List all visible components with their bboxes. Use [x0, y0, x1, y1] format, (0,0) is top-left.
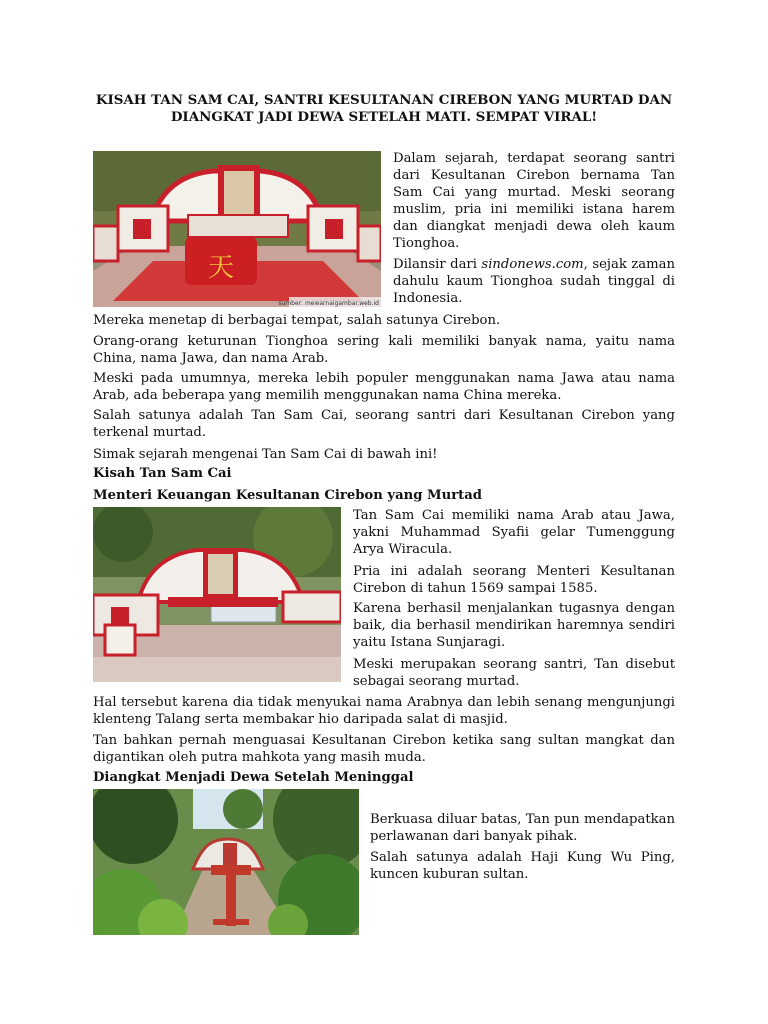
section3-paragraph-2: Salah satunya adalah Haji Kung Wu Ping, kuncen kuburan sultan. [370, 850, 675, 882]
heading-dewa: Diangkat Menjadi Dewa Setelah Meninggal [93, 770, 414, 785]
body-paragraph-6: Salah satunya adalah Tan Sam Cai, seorang santri dari Kesultanan Cirebon yang terkenal murtad. [93, 408, 675, 440]
title-line-2: DIANGKAT JADI DEWA SETELAH MATI. SEMPAT VIRAL! [170, 109, 598, 125]
tomb-photo-1 [93, 151, 381, 307]
section2-paragraph-6: Tan bahkan pernah menguasai Kesultanan Cirebon ketika sang sultan mangkat dan digantikan oleh putra mahkota yang masih muda. [93, 733, 675, 765]
section2-paragraph-1: Tan Sam Cai memiliki nama Arab atau Jawa, yakni Muhammad Syafii gelar Tumenggung Arya Wiracula. [353, 508, 675, 557]
heading-kisah: Kisah Tan Sam Cai [93, 466, 232, 481]
body-paragraph-7: Simak sejarah mengenai Tan Sam Cai di bawah ini! [93, 447, 438, 462]
heading-menteri: Menteri Keuangan Kesultanan Cirebon yang Murtad [93, 488, 483, 503]
article-title [93, 92, 675, 126]
body-paragraph-5: Meski pada umumnya, mereka lebih populer menggunakan nama Jawa atau nama Arab, ada beberapa yang memilih menggunakan nama China mereka. [93, 371, 675, 403]
tomb-photo-3 [93, 789, 359, 935]
title-line-1: KISAH TAN SAM CAI, SANTRI KESULTANAN CIREBON YANG MURTAD DAN [95, 92, 673, 108]
image-watermark: sumber: mewarnaigambar.web.id [278, 300, 379, 307]
intro-paragraph-2 [393, 256, 675, 307]
intro-paragraph-1: Dalam sejarah, terdapat seorang santri dari Kesultanan Cirebon bernama Tan Sam Cai yang murtad. Meski seorang muslim, pria ini memiliki istana harem dan diangkat menjadi dewa oleh kaum Tionghoa. [393, 151, 675, 251]
section3-paragraph-1: Berkuasa diluar batas, Tan pun mendapatkan perlawanan dari banyak pihak. [370, 812, 675, 844]
tomb-photo-2 [93, 507, 341, 682]
section2-paragraph-4: Meski merupakan seorang santri, Tan disebut sebagai seorang murtad. [353, 657, 675, 689]
intro-p2-after: , sejak zaman dahulu kaum Tionghoa sudah tinggal di Indonesia. [393, 257, 675, 306]
section2-paragraph-5: Hal tersebut karena dia tidak menyukai nama Arabnya dan lebih senang mengunjungi klenteng Talang serta membakar hio daripada salat di masjid. [93, 695, 675, 727]
body-paragraph-3: Mereka menetap di berbagai tempat, salah satunya Cirebon. [93, 313, 501, 328]
section2-paragraph-3: Karena berhasil menjalankan tugasnya dengan baik, dia berhasil mendirikan haremnya sendiri yaitu Istana Sunjaragi. [353, 601, 675, 650]
intro-p2-before: Dilansir dari [393, 257, 482, 272]
tomb-character-text: 天 [207, 253, 235, 283]
source-name: sindonews.com [481, 257, 584, 272]
section2-paragraph-2: Pria ini adalah seorang Menteri Kesultanan Cirebon di tahun 1569 sampai 1585. [353, 564, 675, 596]
body-paragraph-4: Orang-orang keturunan Tionghoa sering kali memiliki banyak nama, yaitu nama China, nama Jawa, dan nama Arab. [93, 334, 675, 366]
